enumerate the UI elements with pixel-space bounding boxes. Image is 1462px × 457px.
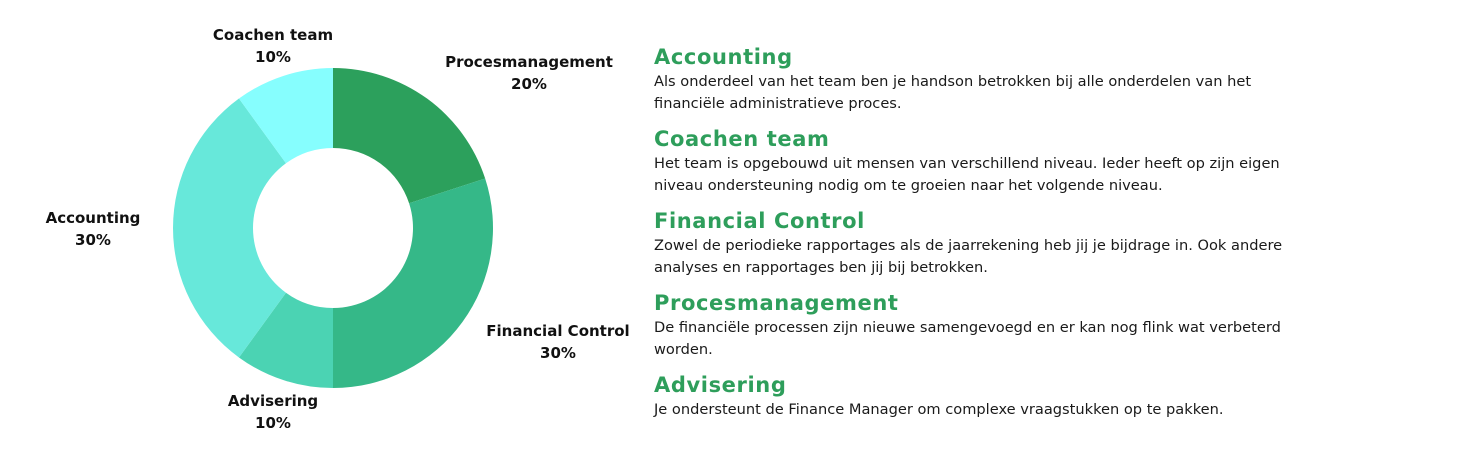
description-panel [654, 44, 1354, 432]
slice-category-label: Advisering [227, 392, 319, 410]
slice-category-label: Accounting [45, 209, 141, 227]
description-text: De financiële processen zijn nieuwe samengevoegd en er kan nog flink wat verbeterd worden. [654, 319, 1281, 358]
description-text: Je ondersteunt de Finance Manager om complexe vraagstukken op te pakken. [654, 401, 1224, 418]
slice-value-label: 20% [511, 75, 547, 93]
description-procesmanagement [654, 290, 1354, 361]
description-text: Het team is opgebouwd uit mensen van verschillend niveau. Ieder heeft op zijn eigen niveau ondersteuning nodig om te groeien naar het volgende niveau. [654, 155, 1280, 194]
slice-category-label: Coachen team [212, 26, 334, 44]
description-title: Accounting [654, 45, 793, 69]
slice-category-label: Procesmanagement [445, 53, 613, 71]
description-accounting [654, 44, 1354, 115]
description-text: Zowel de periodieke rapportages als de jaarrekening heb jij je bijdrage in. Ook andere analyses en rapportages ben jij bij betrokken. [654, 237, 1283, 276]
slice-value-label: 10% [255, 414, 291, 432]
slice-value-label: 10% [255, 48, 291, 66]
description-title: Financial Control [654, 209, 865, 233]
description-financial-control [654, 208, 1354, 279]
slice-category-label: Financial Control [486, 322, 630, 340]
description-coachen-team [654, 126, 1354, 197]
donut-slices [173, 68, 493, 388]
description-title: Procesmanagement [654, 291, 899, 315]
donut-slice-financial-control [333, 179, 493, 388]
description-title: Advisering [654, 373, 787, 397]
slice-value-label: 30% [75, 231, 111, 249]
description-text: Als onderdeel van het team ben je handson betrokken bij alle onderdelen van het financiële administratieve proces. [654, 73, 1252, 112]
description-title: Coachen team [654, 127, 830, 151]
description-advisering [654, 372, 1354, 421]
donut-slice-procesmanagement [333, 68, 485, 203]
slice-value-label: 30% [540, 344, 576, 362]
donut-chart [0, 0, 660, 457]
